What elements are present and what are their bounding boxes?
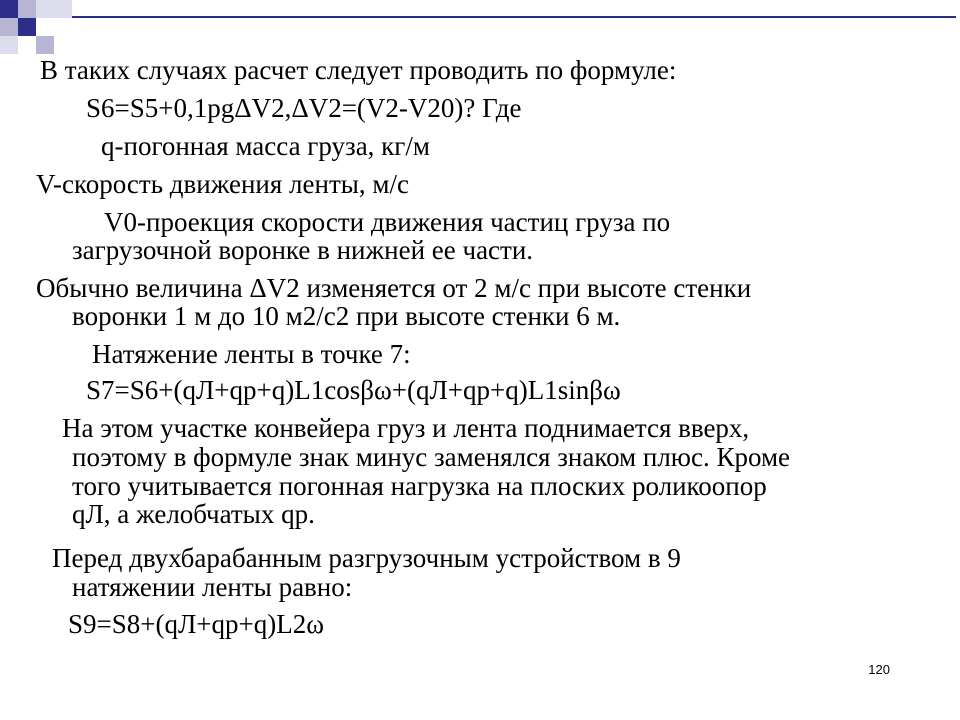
slide-line-4: V-скорость движения ленты, м/с (36, 169, 409, 199)
slide-line-1: В таких случаях расчет следует проводить по формуле: (40, 55, 677, 85)
slide-line-12: поэтому в формуле знак минус заменялся знаком плюс. Кроме (72, 442, 791, 472)
slide-line-17: S9=S8+(qЛ+qp+q)L2ω (68, 609, 324, 639)
decor-square-dark-2 (18, 18, 36, 36)
decor-square-dark-1 (0, 0, 18, 18)
slide-line-7: Обычно величина ΔV2 изменяется от 2 м/с при высоте стенки (36, 273, 752, 303)
slide-line-15: Перед двухбарабанным разгрузочным устройством в 9 (52, 543, 681, 573)
slide-line-5: V0-проекция скорости движения частиц груза по (104, 207, 671, 237)
decor-square-light-1 (18, 0, 36, 18)
top-rule (72, 16, 956, 18)
slide-number: 120 (868, 662, 890, 677)
slide-line-13: того учитывается погонная нагрузка на плоских роликоопор (72, 471, 767, 501)
slide-line-16: натяжении ленты равно: (72, 572, 353, 602)
slide-line-11: На этом участке конвейера груз и лента поднимается вверх, (62, 413, 750, 443)
decor-square-pale-3 (0, 36, 18, 54)
slide-line-3: q-погонная масса груза, кг/м (101, 131, 430, 161)
decor-square-pale-2 (54, 0, 72, 18)
slide-line-6: загрузочной воронке в нижней ее части. (72, 235, 534, 265)
slide-line-2: S6=S5+0,1pgΔV2,ΔV2=(V2-V20)? Где (86, 93, 522, 123)
decor-square-light-3 (36, 36, 54, 54)
decor-square-pale-1 (36, 0, 54, 18)
decor-square-light-2 (0, 18, 18, 36)
slide-line-10: S7=S6+(qЛ+qp+q)L1cosβω+(qЛ+qp+q)L1sinβω (86, 375, 621, 405)
slide-line-14: qЛ, а желобчатых qp. (72, 499, 315, 529)
slide-line-8: воронки 1 м до 10 м2/с2 при высоте стенки 6 м. (72, 301, 621, 331)
slide-line-9: Натяжение ленты в точке 7: (92, 339, 411, 369)
